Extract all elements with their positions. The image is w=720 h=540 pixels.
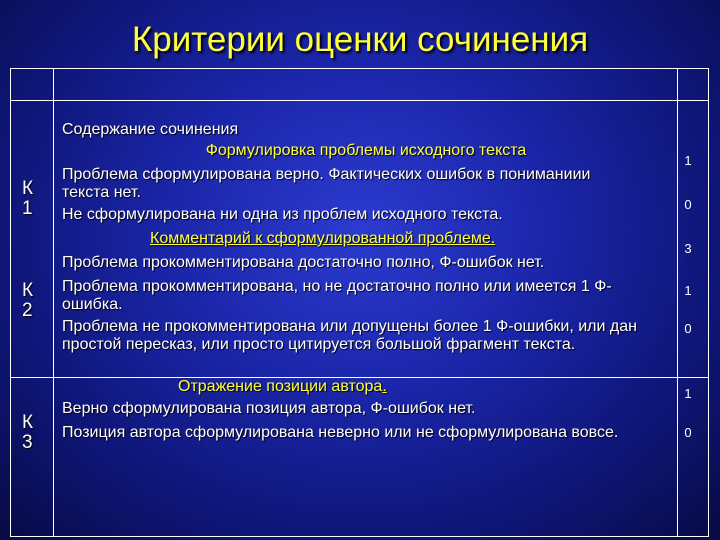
score-value: 1 — [684, 153, 692, 168]
criterion-label-k1-number: 1 — [22, 198, 33, 219]
subheading-author-position-text: Отражение позиции автора — [178, 378, 383, 395]
score-value: 1 — [684, 386, 692, 401]
criterion-label-k3-number: 3 — [22, 432, 33, 453]
score-value: 0 — [684, 197, 692, 212]
criterion-item: Верно сформулирована позиция автора, Ф-ошибок нет. — [62, 400, 476, 417]
subheading-author-position-dot: . — [382, 378, 387, 395]
criterion-label-k1-letter: К — [22, 178, 34, 199]
criterion-item: Позиция автора сформулирована неверно или не сформулирована вовсе. — [62, 424, 619, 441]
criterion-item: Проблема прокомментирована, но не достаточно полно или имеется 1 Ф-ошибка. — [62, 278, 612, 313]
criterion-item: Проблема прокомментирована достаточно полно, Ф-ошибок нет. — [62, 254, 545, 271]
score-value: 0 — [684, 425, 692, 440]
criterion-item: Не сформулирована ни одна из проблем исходного текста. — [62, 206, 503, 223]
criterion-label-k3-letter: К — [22, 412, 34, 433]
subheading-author-position — [178, 378, 387, 396]
subheading-problem: Формулировка проблемы исходного текста — [205, 142, 527, 159]
score-value: 0 — [684, 321, 692, 336]
subheading-comment: Комментарий к сформулированной проблеме. — [150, 230, 496, 247]
content-heading: Содержание сочинения — [62, 121, 239, 138]
slide-title: Критерии оценки сочинения — [131, 20, 589, 59]
criterion-label-k2-number: 2 — [22, 300, 33, 321]
criterion-label-k2-letter: К — [22, 280, 34, 301]
criterion-item: Проблема не прокомментирована или допущены более 1 Ф-ошибки, или дан простой пересказ, или просто цитируется большой фрагмент текста. — [62, 318, 637, 353]
criterion-item: Проблема сформулирована верно. Фактических ошибок в пониманиии текста нет. — [62, 166, 591, 201]
score-value: 1 — [684, 283, 692, 298]
score-value: 3 — [684, 241, 692, 256]
